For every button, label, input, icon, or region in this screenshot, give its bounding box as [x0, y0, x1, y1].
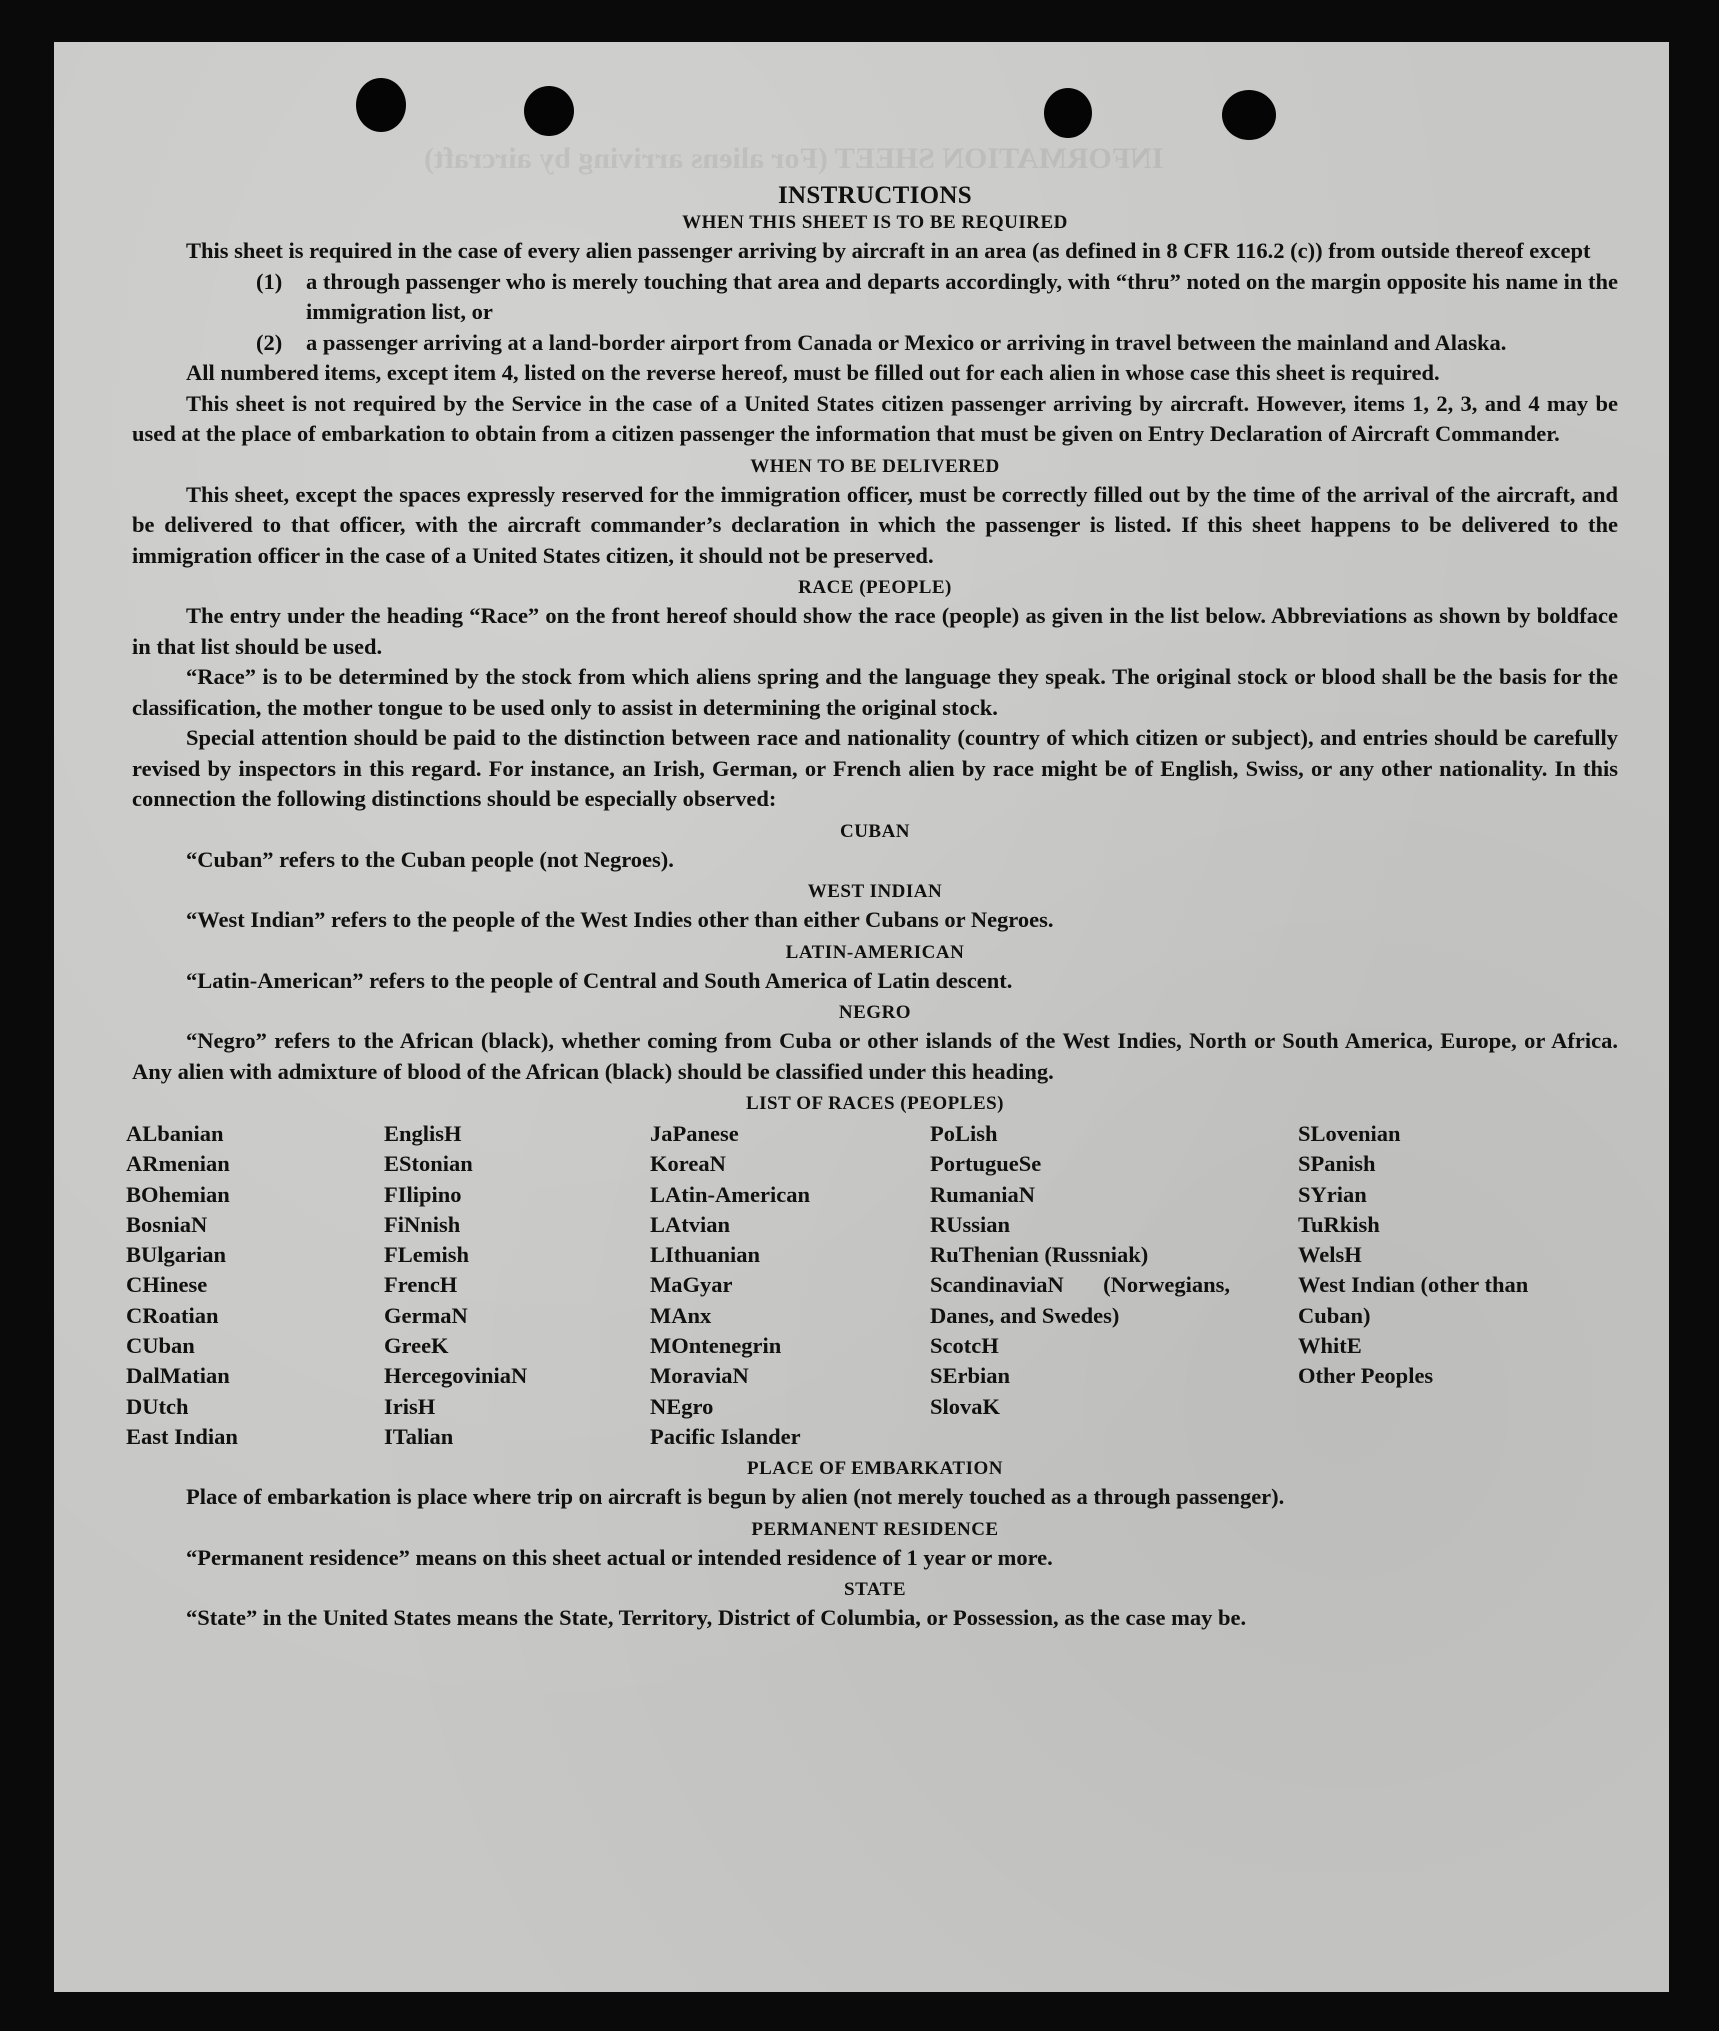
section-heading-west-indian: WEST INDIAN	[807, 881, 943, 902]
section-heading-negro: NEGRO	[838, 1002, 912, 1023]
paragraph: “Latin-American” refers to the people of Central and South America of Latin descent.	[186, 967, 1013, 993]
paragraph: “Race” is to be determined by the stock from which aliens spring and the language they speak. The original stock or blood shall be the basis for the classification, the mother tongue to be used only to assist in determining the original stock.	[132, 664, 1618, 720]
races-list	[126, 1119, 1618, 1452]
paragraph: This sheet is not required by the Service in the case of a United States citizen passenger arriving by aircraft. However, items 1, 2, 3, and 4 may be used at the place of embarkation to obtain from a citizen passenger the information that must be given on Entry Declaration of Aircraft Commander.	[132, 390, 1618, 446]
list-item	[256, 267, 1618, 328]
race-entry: DalMatian	[126, 1363, 230, 1389]
race-entry: MOntenegrin	[650, 1333, 782, 1359]
paragraph: The entry under the heading “Race” on the front hereof should show the race (people) as given in the list below. Abbreviations as shown by boldface in that list should be used.	[132, 603, 1618, 659]
race-entry: CRoatian	[126, 1302, 219, 1328]
race-entry: FLemish	[384, 1242, 470, 1268]
race-entry: SPanish	[1298, 1151, 1376, 1177]
races-column	[650, 1119, 930, 1452]
section-heading-state: STATE	[844, 1579, 906, 1601]
race-entry: ScandinaviaN (Norwegians, Danes, and Swedes)	[930, 1272, 1230, 1328]
instructions-body	[126, 182, 1618, 1634]
item-text: a through passenger who is merely touching that area and departs accordingly, with “thru” noted on the margin opposite his name in the immigration list, or	[306, 268, 1618, 324]
race-entry: ARmenian	[126, 1151, 230, 1177]
race-entry: FrencH	[384, 1272, 458, 1298]
race-entry: BosniaN	[126, 1211, 208, 1237]
race-entry: DUtch	[126, 1393, 189, 1419]
punch-hole-2	[524, 86, 574, 136]
race-entry: MoraviaN	[650, 1363, 749, 1389]
paragraph: This sheet is required in the case of every alien passenger arriving by aircraft in an area (as defined in 8 CFR 116.2 (c)) from outside thereof except	[186, 238, 1591, 263]
race-entry: NEgro	[650, 1393, 714, 1419]
bleed-through-text: INFORMATION SHEET (For aliens arriving by aircraft)	[424, 142, 1164, 175]
paragraph: “State” in the United States means the State, Territory, District of Columbia, or Possession, as the case may be.	[186, 1605, 1247, 1631]
section-heading-delivered: WHEN TO BE DELIVERED	[750, 455, 1000, 477]
races-column	[126, 1119, 384, 1452]
paragraph: Special attention should be paid to the distinction between race and nationality (country of which citizen or subject), and entries should be carefully revised by inspectors in this regard. For instance, an Irish, German, or French alien by race might be of English, Swiss, or any other nationality. In this connection the following distinctions should be especially observed:	[132, 725, 1618, 811]
race-entry: RUssian	[930, 1211, 1011, 1237]
punch-hole-4	[1222, 90, 1276, 140]
list-item	[256, 328, 1618, 359]
race-entry: LAtin-American	[650, 1181, 810, 1207]
race-entry: CUban	[126, 1333, 195, 1359]
race-entry: GermaN	[384, 1302, 468, 1328]
section-heading-race: RACE (PEOPLE)	[798, 577, 952, 598]
race-entry: ITalian	[384, 1423, 454, 1449]
race-entry: BOhemian	[126, 1181, 230, 1207]
race-entry: Pacific Islander	[650, 1423, 801, 1449]
item-number: (2)	[256, 329, 283, 355]
paragraph: “West Indian” refers to the people of the West Indies other than either Cubans or Negroes.	[186, 907, 1054, 932]
race-entry: SLovenian	[1298, 1121, 1401, 1146]
race-entry: PoLish	[930, 1121, 998, 1146]
section-heading-latin-american: LATIN-AMERICAN	[785, 941, 965, 963]
page-title: INSTRUCTIONS	[778, 182, 972, 209]
races-column	[930, 1119, 1298, 1452]
section-heading-cuban: CUBAN	[839, 820, 911, 842]
race-entry: TuRkish	[1298, 1211, 1380, 1237]
races-column	[384, 1119, 650, 1452]
section-heading-races-list: LIST OF RACES (PEOPLES)	[745, 1093, 1005, 1114]
race-entry: WelsH	[1298, 1242, 1362, 1268]
document-sheet	[54, 42, 1669, 1992]
race-entry: GreeK	[384, 1333, 449, 1359]
race-entry: KoreaN	[650, 1151, 726, 1177]
race-entry: ScotcH	[930, 1333, 999, 1359]
race-entry: IrisH	[384, 1393, 436, 1419]
punch-hole-1	[356, 78, 406, 132]
race-entry: RuThenian (Russniak)	[930, 1242, 1149, 1268]
race-entry: ALbanian	[126, 1121, 224, 1146]
section-heading-required: WHEN THIS SHEET IS TO BE REQUIRED	[682, 212, 1068, 233]
punch-hole-3	[1044, 88, 1092, 138]
race-entry: BUlgarian	[126, 1242, 227, 1268]
paragraph: “Negro” refers to the African (black), whether coming from Cuba or other islands of the West Indies, North or South America, Europe, or Africa. Any alien with admixture of blood of the African (black) should be classified under this heading.	[132, 1028, 1618, 1084]
race-entry: FiNnish	[384, 1211, 461, 1237]
paragraph: “Cuban” refers to the Cuban people (not Negroes).	[186, 846, 674, 872]
section-heading-residence: PERMANENT RESIDENCE	[751, 1518, 999, 1540]
paragraph: This sheet, except the spaces expressly reserved for the immigration officer, must be correctly filled out by the time of the arrival of the aircraft, and be delivered to that officer, with the aircraft commander’s declaration in which the passenger is listed. If this sheet happens to be delivered to the immigration officer in the case of a United States citizen, it should not be preserved.	[132, 481, 1618, 568]
race-entry: LIthuanian	[650, 1242, 761, 1268]
item-number: (1)	[256, 268, 283, 294]
race-entry: LAtvian	[650, 1211, 731, 1237]
race-entry: West Indian (other than Cuban)	[1298, 1272, 1529, 1328]
paragraph: Place of embarkation is place where trip on aircraft is begun by alien (not merely touched as a through passenger).	[186, 1484, 1285, 1510]
section-heading-embarkation: PLACE OF EMBARKATION	[747, 1458, 1003, 1480]
item-text: a passenger arriving at a land-border airport from Canada or Mexico or arriving in travel between the mainland and Alaska.	[306, 329, 1507, 355]
race-entry: East Indian	[126, 1423, 238, 1449]
races-column	[1298, 1119, 1598, 1452]
race-entry: EnglisH	[384, 1121, 462, 1146]
paragraph: “Permanent residence” means on this sheet actual or intended residence of 1 year or more.	[186, 1544, 1053, 1570]
race-entry: HercegoviniaN	[384, 1363, 528, 1389]
race-entry: CHinese	[126, 1272, 208, 1298]
race-entry: SlovaK	[930, 1393, 1001, 1419]
race-entry: RumaniaN	[930, 1181, 1036, 1207]
race-entry: MAnx	[650, 1302, 712, 1328]
race-entry: Other Peoples	[1298, 1363, 1434, 1389]
race-entry: SErbian	[930, 1363, 1011, 1389]
race-entry: SYrian	[1298, 1181, 1367, 1207]
race-entry: FIlipino	[384, 1181, 462, 1207]
race-entry: WhitE	[1298, 1333, 1362, 1359]
race-entry: MaGyar	[650, 1272, 733, 1298]
race-entry: PortugueSe	[930, 1151, 1042, 1177]
race-entry: EStonian	[384, 1151, 473, 1177]
paragraph: All numbered items, except item 4, listed on the reverse hereof, must be filled out for each alien in whose case this sheet is required.	[186, 360, 1440, 385]
race-entry: JaPanese	[650, 1121, 739, 1146]
